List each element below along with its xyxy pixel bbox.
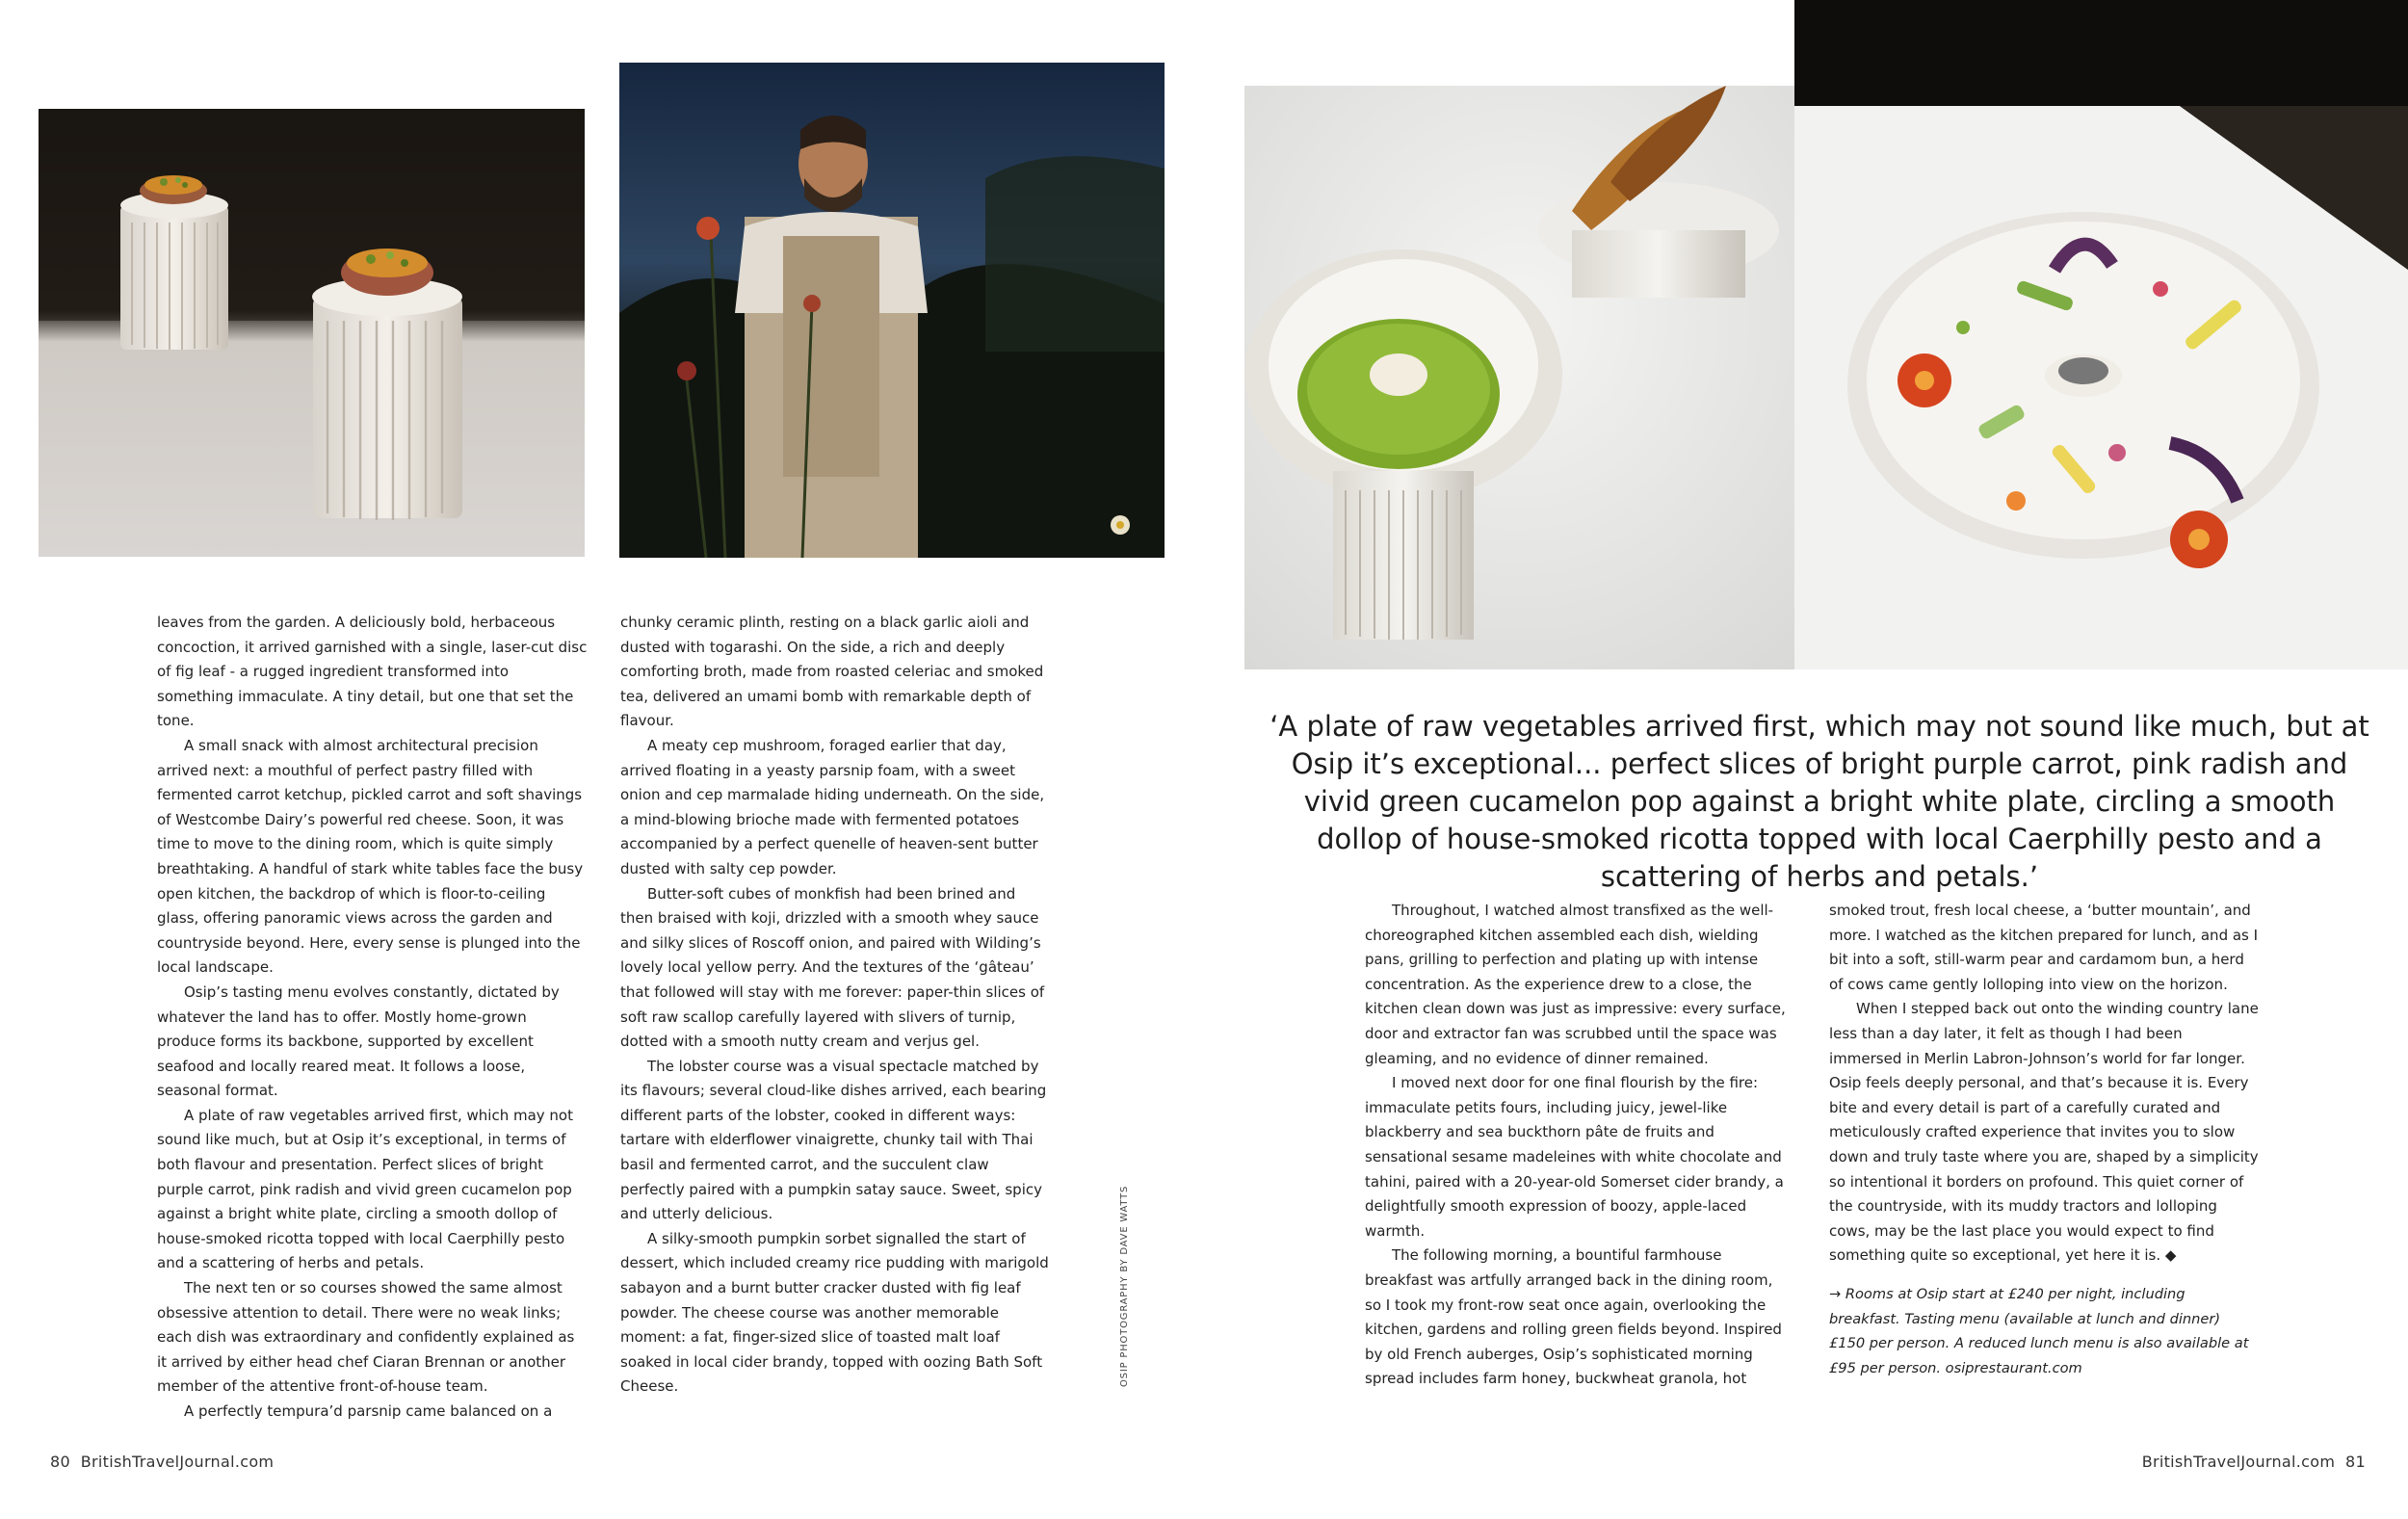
paragraph: A silky-smooth pumpkin sorbet signalled the start of dessert, which included creamy rice pudding with marigold sabayon and a burnt butter cracker dusted with fig leaf powder. The cheese course was another memorable moment: a fat, finger-sized slice of toasted malt loaf soaked in local cider brandy, topped with oozing Bath Soft Cheese. <box>620 1229 1049 1396</box>
paragraph: When I stepped back out onto the winding country lane less than a day later, it felt as though I had been immersed in Merlin Labron-Johnson’s world for far longer. Osip feels deeply personal, and that’s because it is. Every bite and every detail is part of a carefully curated and meticulously crafted experience that invites you to slow down and truly taste where you are, shaped by a simplicity so intentional it borders on profound. This quiet corner of the countryside, with its muddy tractors and lolloping cows, may be the last place you would expect to find something quite so exceptional, yet here it is. ◆ <box>1829 1000 2259 1265</box>
site-link[interactable]: BritishTravelJournal.com <box>2141 1453 2336 1471</box>
folio-left <box>50 1453 274 1471</box>
photo-chef-garden <box>619 63 1165 558</box>
paragraph: The next ten or so courses showed the same almost obsessive attention to detail. There were no weak links; each dish was extraordinary and confidently explained as it arrived by either head chef Ciaran Brennan or another member of the attentive front-of-house team. <box>157 1279 575 1396</box>
photo-vegetable-plate <box>1794 0 2408 669</box>
info-note: → Rooms at Osip start at £240 per night, including breakfast. Tasting menu (available at lunch and dinner) £150 per person. A reduced lunch menu is also available at £95 per person. osiprestaurant.com <box>1829 1285 2249 1376</box>
paragraph: A plate of raw vegetables arrived first, which may not sound like much, but at Osip it’s exceptional, in terms of both flavour and presentation. Perfect slices of bright purple carrot, pink radish and vivid green cucamelon pop against a bright white plate, circling a smooth dollop of house-smoked ricotta topped with local Caerphilly pesto and a scattering of herbs and petals. <box>157 1106 573 1272</box>
photo-pastry-snacks <box>39 109 585 557</box>
paragraph: leaves from the garden. A deliciously bold, herbaceous concoction, it arrived garnished with a single, laser-cut disc of fig leaf - a rugged ingredient transformed into something immaculate. A tiny detail, but one that set the tone. <box>157 614 588 730</box>
paragraph: Throughout, I watched almost transfixed as the well-choreographed kitchen assembled each dish, wielding pans, grilling to perfection and plating up with intense concentration. As the experience drew to a close, the kitchen clean down was just as impressive: every surface, door and extractor fan was scrubbed until the space was gleaming, and no evidence of dinner remained. <box>1365 902 1786 1067</box>
paragraph: Osip’s tasting menu evolves constantly, dictated by whatever the land has to offer. Mostly home-grown produce forms its backbone, supported by excellent seafood and locally reared meat. It follows a loose, seasonal format. <box>157 982 560 1100</box>
body-column-3 <box>1365 899 1793 1392</box>
paragraph: A meaty cep mushroom, foraged earlier that day, arrived floating in a yeasty parsnip foam, with a sweet onion and cep marmalade hiding underneath. On the side, a mind-blowing brioche made with fermented potatoes accompanied by a perfect quenelle of heaven-sent butter dusted with salty cep powder. <box>620 736 1045 877</box>
paragraph: I moved next door for one final flourish by the fire: immaculate petits fours, including juicy, jewel-like blackberry and sea buckthorn pâte de fruits and sensational sesame madeleines with white chocolate and tahini, paired with a 20-year-old Somerset cider brandy, a delightfully smooth expression of boozy, apple-laced warmth. <box>1365 1074 1784 1240</box>
page-number: 80 <box>50 1453 70 1471</box>
folio-right <box>2142 1453 2366 1471</box>
paragraph: A perfectly tempura’d parsnip came balanced on a <box>184 1402 553 1420</box>
pull-quote: ‘A plate of raw vegetables arrived first, which may not sound like much, but at Osip it’s exceptional... perfect slices of bright purple carrot, pink radish and vivid green cucamelon pop against a bright white plate, circling a smooth dollop of house-smoked ricotta topped with local Caerphilly pesto and a scattering of herbs and petals.’ <box>1269 710 2369 893</box>
site-link[interactable]: BritishTravelJournal.com <box>80 1453 275 1471</box>
paragraph: chunky ceramic plinth, resting on a black garlic aioli and dusted with togarashi. On the side, a rich and deeply comforting broth, made from roasted celeriac and smoked tea, delivered an umami bomb with remarkable depth of flavour. <box>620 614 1044 730</box>
paragraph: Butter-soft cubes of monkfish had been brined and then braised with koji, drizzled with a smooth whey sauce and silky slices of Roscoff onion, and paired with Wilding’s lovely local yellow perry. And the textures of the ‘gâteau’ that followed will stay with me forever: paper-thin slices of soft raw scallop carefully layered with slivers of turnip, dotted with a smooth nutty cream and verjus gel. <box>620 884 1045 1051</box>
photo-broth-parsnip <box>1244 86 1794 669</box>
paragraph: A small snack with almost architectural precision arrived next: a mouthful of perfect pastry filled with fermented carrot ketchup, pickled carrot and soft shavings of Westcombe Dairy’s powerful red cheese. Soon, it was time to move to the dining room, which is quite simply breathtaking. A handful of stark white tables face the busy open kitchen, the backdrop of which is floor-to-ceiling glass, offering panoramic views across the garden and countryside beyond. Here, every sense is plunged into the local landscape. <box>157 736 584 977</box>
body-column-1 <box>157 611 589 1425</box>
paragraph: The following morning, a bountiful farmhouse breakfast was artfully arranged back in the dining room, so I took my front-row seat once again, overlooking the kitchen, gardens and rolling green fields beyond. Inspired by old French auberges, Osip’s sophisticated morning spread includes farm honey, buckwheat granola, hot <box>1365 1246 1782 1388</box>
page-number: 81 <box>2345 1453 2366 1471</box>
photo-credit: OSIP PHOTOGRAPHY BY DAVE WATTS <box>1119 1185 1130 1387</box>
paragraph: smoked trout, fresh local cheese, a ‘butter mountain’, and more. I watched as the kitchen prepared for lunch, and as I bit into a soft, still-warm pear and cardamom bun, a herd of cows came gently lolloping into view on the horizon. <box>1829 902 2259 993</box>
body-column-4 <box>1829 899 2259 1380</box>
paragraph: The lobster course was a visual spectacle matched by its flavours; several cloud-like dishes arrived, each bearing different parts of the lobster, cooked in different ways: tartare with elderflower vinaigrette, chunky tail with Thai basil and fermented carrot, and the succulent claw perfectly paired with a pumpkin satay sauce. Sweet, spicy and utterly delicious. <box>620 1057 1047 1223</box>
body-column-2 <box>620 611 1050 1400</box>
